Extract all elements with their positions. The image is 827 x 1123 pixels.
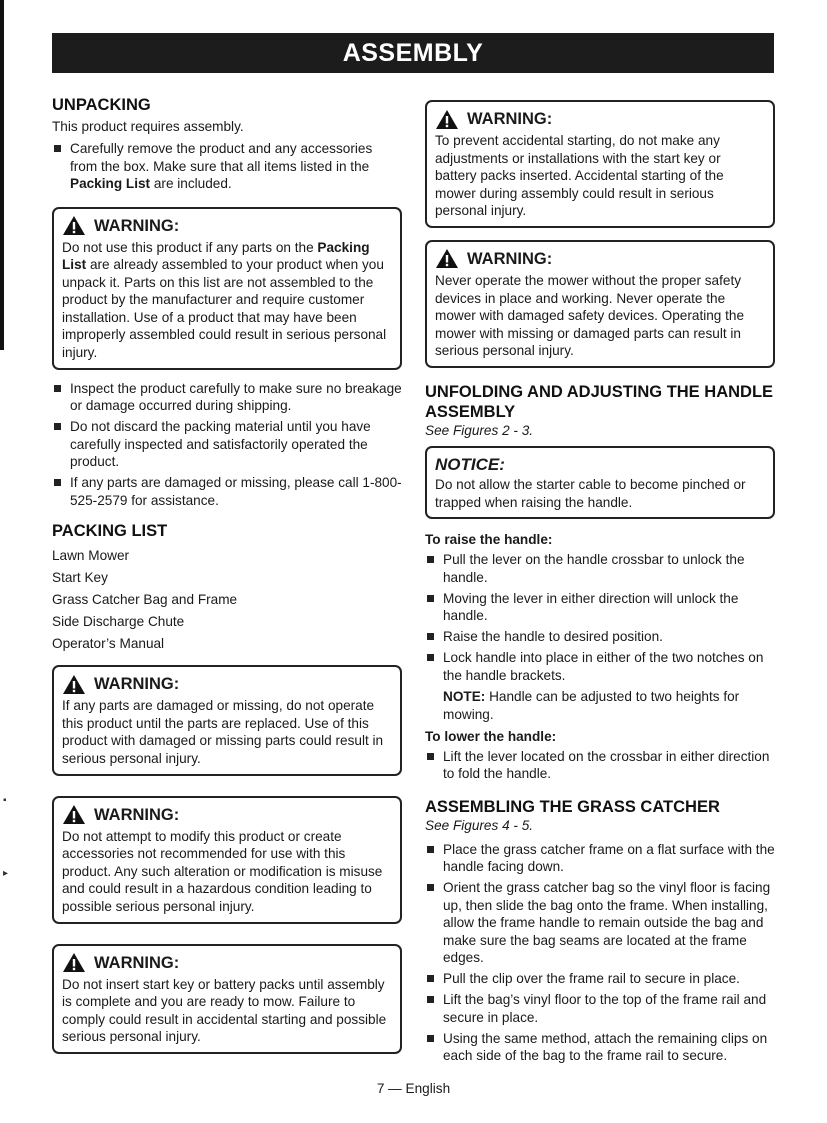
list-item: Side Discharge Chute bbox=[52, 614, 185, 630]
warning-text: Do not insert start key or battery packs until assembly is complete and you are ready to mow. Failure to comply could result in accidental starting and possible serious personal injury. bbox=[62, 976, 387, 1045]
unpacking-bullets-1 bbox=[52, 140, 402, 193]
page-number: 7 — English bbox=[376, 1081, 451, 1096]
list-item: Orient the grass catcher bag so the vinyl floor is facing up, then slide the bag onto the frame. When installing, allow the frame handle to remain outside the bag and make sure the bag seams are located at the frame edges. bbox=[425, 879, 775, 967]
scan-mark: ▸ bbox=[3, 868, 9, 879]
warning-box-safety-devices bbox=[425, 240, 775, 368]
warning-box-start-key bbox=[52, 944, 402, 1054]
list-item: Lawn Mower bbox=[52, 548, 130, 564]
warning-title: WARNING: bbox=[62, 215, 392, 237]
unpacking-intro: This product requires assembly. bbox=[52, 119, 244, 134]
warning-text: If any parts are damaged or missing, do not operate this product until the parts are replaced. Use of this product with damaged or missing parts could result in serious personal injury. bbox=[62, 698, 384, 766]
left-column bbox=[52, 95, 402, 1064]
warning-title: WARNING: bbox=[435, 108, 765, 130]
grass-catcher-steps bbox=[425, 841, 775, 1065]
warning-triangle-icon bbox=[62, 215, 86, 236]
raise-handle-heading: To raise the handle: bbox=[425, 532, 553, 548]
warning-triangle-icon bbox=[435, 248, 459, 269]
warning-text: Do not use this product if any parts on the Packing List are already assembled to your product when you unpack it. Parts on this list are not assembled to the product by the manufacturer and require customer installation. Use of a product that may have been improperly assembled could result in serious personal injury. bbox=[62, 239, 387, 361]
warning-title: WARNING: bbox=[435, 248, 765, 270]
list-item: Pull the clip over the frame rail to secure in place. bbox=[425, 970, 775, 988]
list-item: Carefully remove the product and any accessories from the box. Make sure that all items listed in the Packing List are included. bbox=[52, 140, 402, 193]
section-title-bar bbox=[52, 33, 774, 73]
page-edge-rule bbox=[0, 0, 4, 350]
list-item: If any parts are damaged or missing, please call 1-800-525-2579 for assistance. bbox=[52, 474, 402, 509]
lower-handle-steps bbox=[425, 748, 775, 783]
list-item: Inspect the product carefully to make sure no breakage or damage occurred during shipping. bbox=[52, 380, 402, 415]
warning-text: Never operate the mower without the proper safety devices in place and working. Never operate the mower with damaged safety devices. Operating the mower with missing or damaged parts can result in serious personal injury. bbox=[435, 272, 745, 359]
notice-title: NOTICE: bbox=[435, 454, 505, 474]
unpacking-heading: UNPACKING bbox=[52, 96, 151, 114]
handle-heading: UNFOLDING AND ADJUSTING THE HANDLE ASSEMBLY bbox=[425, 382, 774, 421]
list-item: Moving the lever in either direction will unlock the handle. bbox=[425, 590, 775, 625]
section-title: ASSEMBLY bbox=[342, 39, 484, 67]
scan-mark: ▪ bbox=[3, 795, 7, 806]
handle-note: NOTE: Handle can be adjusted to two heights for mowing. bbox=[443, 688, 740, 722]
lower-handle-heading: To lower the handle: bbox=[425, 728, 557, 744]
warning-triangle-icon bbox=[435, 109, 459, 130]
grass-catcher-figure-ref: See Figures 4 - 5. bbox=[425, 817, 534, 833]
grass-catcher-heading: ASSEMBLING THE GRASS CATCHER bbox=[425, 797, 720, 816]
warning-title: WARNING: bbox=[62, 673, 392, 695]
list-item: Grass Catcher Bag and Frame bbox=[52, 592, 238, 608]
warning-text: To prevent accidental starting, do not make any adjustments or installations with the start key or battery packs inserted. Accidental starting of the mower during assembly could result in serious personal injury. bbox=[435, 133, 724, 219]
warning-box-damaged-parts bbox=[52, 665, 402, 775]
list-item: Lift the bag’s vinyl floor to the top of the frame rail and secure in place. bbox=[425, 991, 775, 1026]
packing-list bbox=[52, 545, 402, 655]
warning-triangle-icon bbox=[62, 952, 86, 973]
list-item: Using the same method, attach the remaining clips on each side of the bag to the frame rail to secure. bbox=[425, 1030, 775, 1065]
list-item: Start Key bbox=[52, 570, 108, 586]
right-column bbox=[425, 98, 775, 1068]
list-item: Operator’s Manual bbox=[52, 636, 165, 652]
list-item: Raise the handle to desired position. bbox=[425, 628, 775, 646]
list-item: Lock handle into place in either of the two notches on the handle brackets. bbox=[425, 649, 775, 684]
warning-text: Do not attempt to modify this product or create accessories not recommended for use with this product. Any such alteration or modification is misuse and could result in a hazardous condition leading to possible serious personal injury. bbox=[62, 828, 383, 914]
list-item: Place the grass catcher frame on a flat surface with the handle facing down. bbox=[425, 841, 775, 876]
warning-box-accidental-start bbox=[425, 100, 775, 228]
page-footer bbox=[0, 1081, 827, 1096]
list-item: Lift the lever located on the crossbar in either direction to fold the handle. bbox=[425, 748, 775, 783]
raise-handle-steps bbox=[425, 551, 775, 684]
list-item: Do not discard the packing material until you have carefully inspected and satisfactorily operated the product. bbox=[52, 418, 402, 471]
warning-title: WARNING: bbox=[62, 952, 392, 974]
warning-triangle-icon bbox=[62, 674, 86, 695]
list-item: Pull the lever on the handle crossbar to unlock the handle. bbox=[425, 551, 775, 586]
warning-box-packing-list bbox=[52, 207, 402, 370]
packing-list-heading: PACKING LIST bbox=[52, 522, 168, 541]
notice-text: Do not allow the starter cable to become pinched or trapped when raising the handle. bbox=[435, 476, 746, 510]
warning-box-modify bbox=[52, 796, 402, 924]
notice-box bbox=[425, 446, 775, 519]
handle-figure-ref: See Figures 2 - 3. bbox=[425, 422, 534, 438]
warning-title: WARNING: bbox=[62, 804, 392, 826]
warning-triangle-icon bbox=[62, 804, 86, 825]
unpacking-bullets-2 bbox=[52, 380, 402, 510]
